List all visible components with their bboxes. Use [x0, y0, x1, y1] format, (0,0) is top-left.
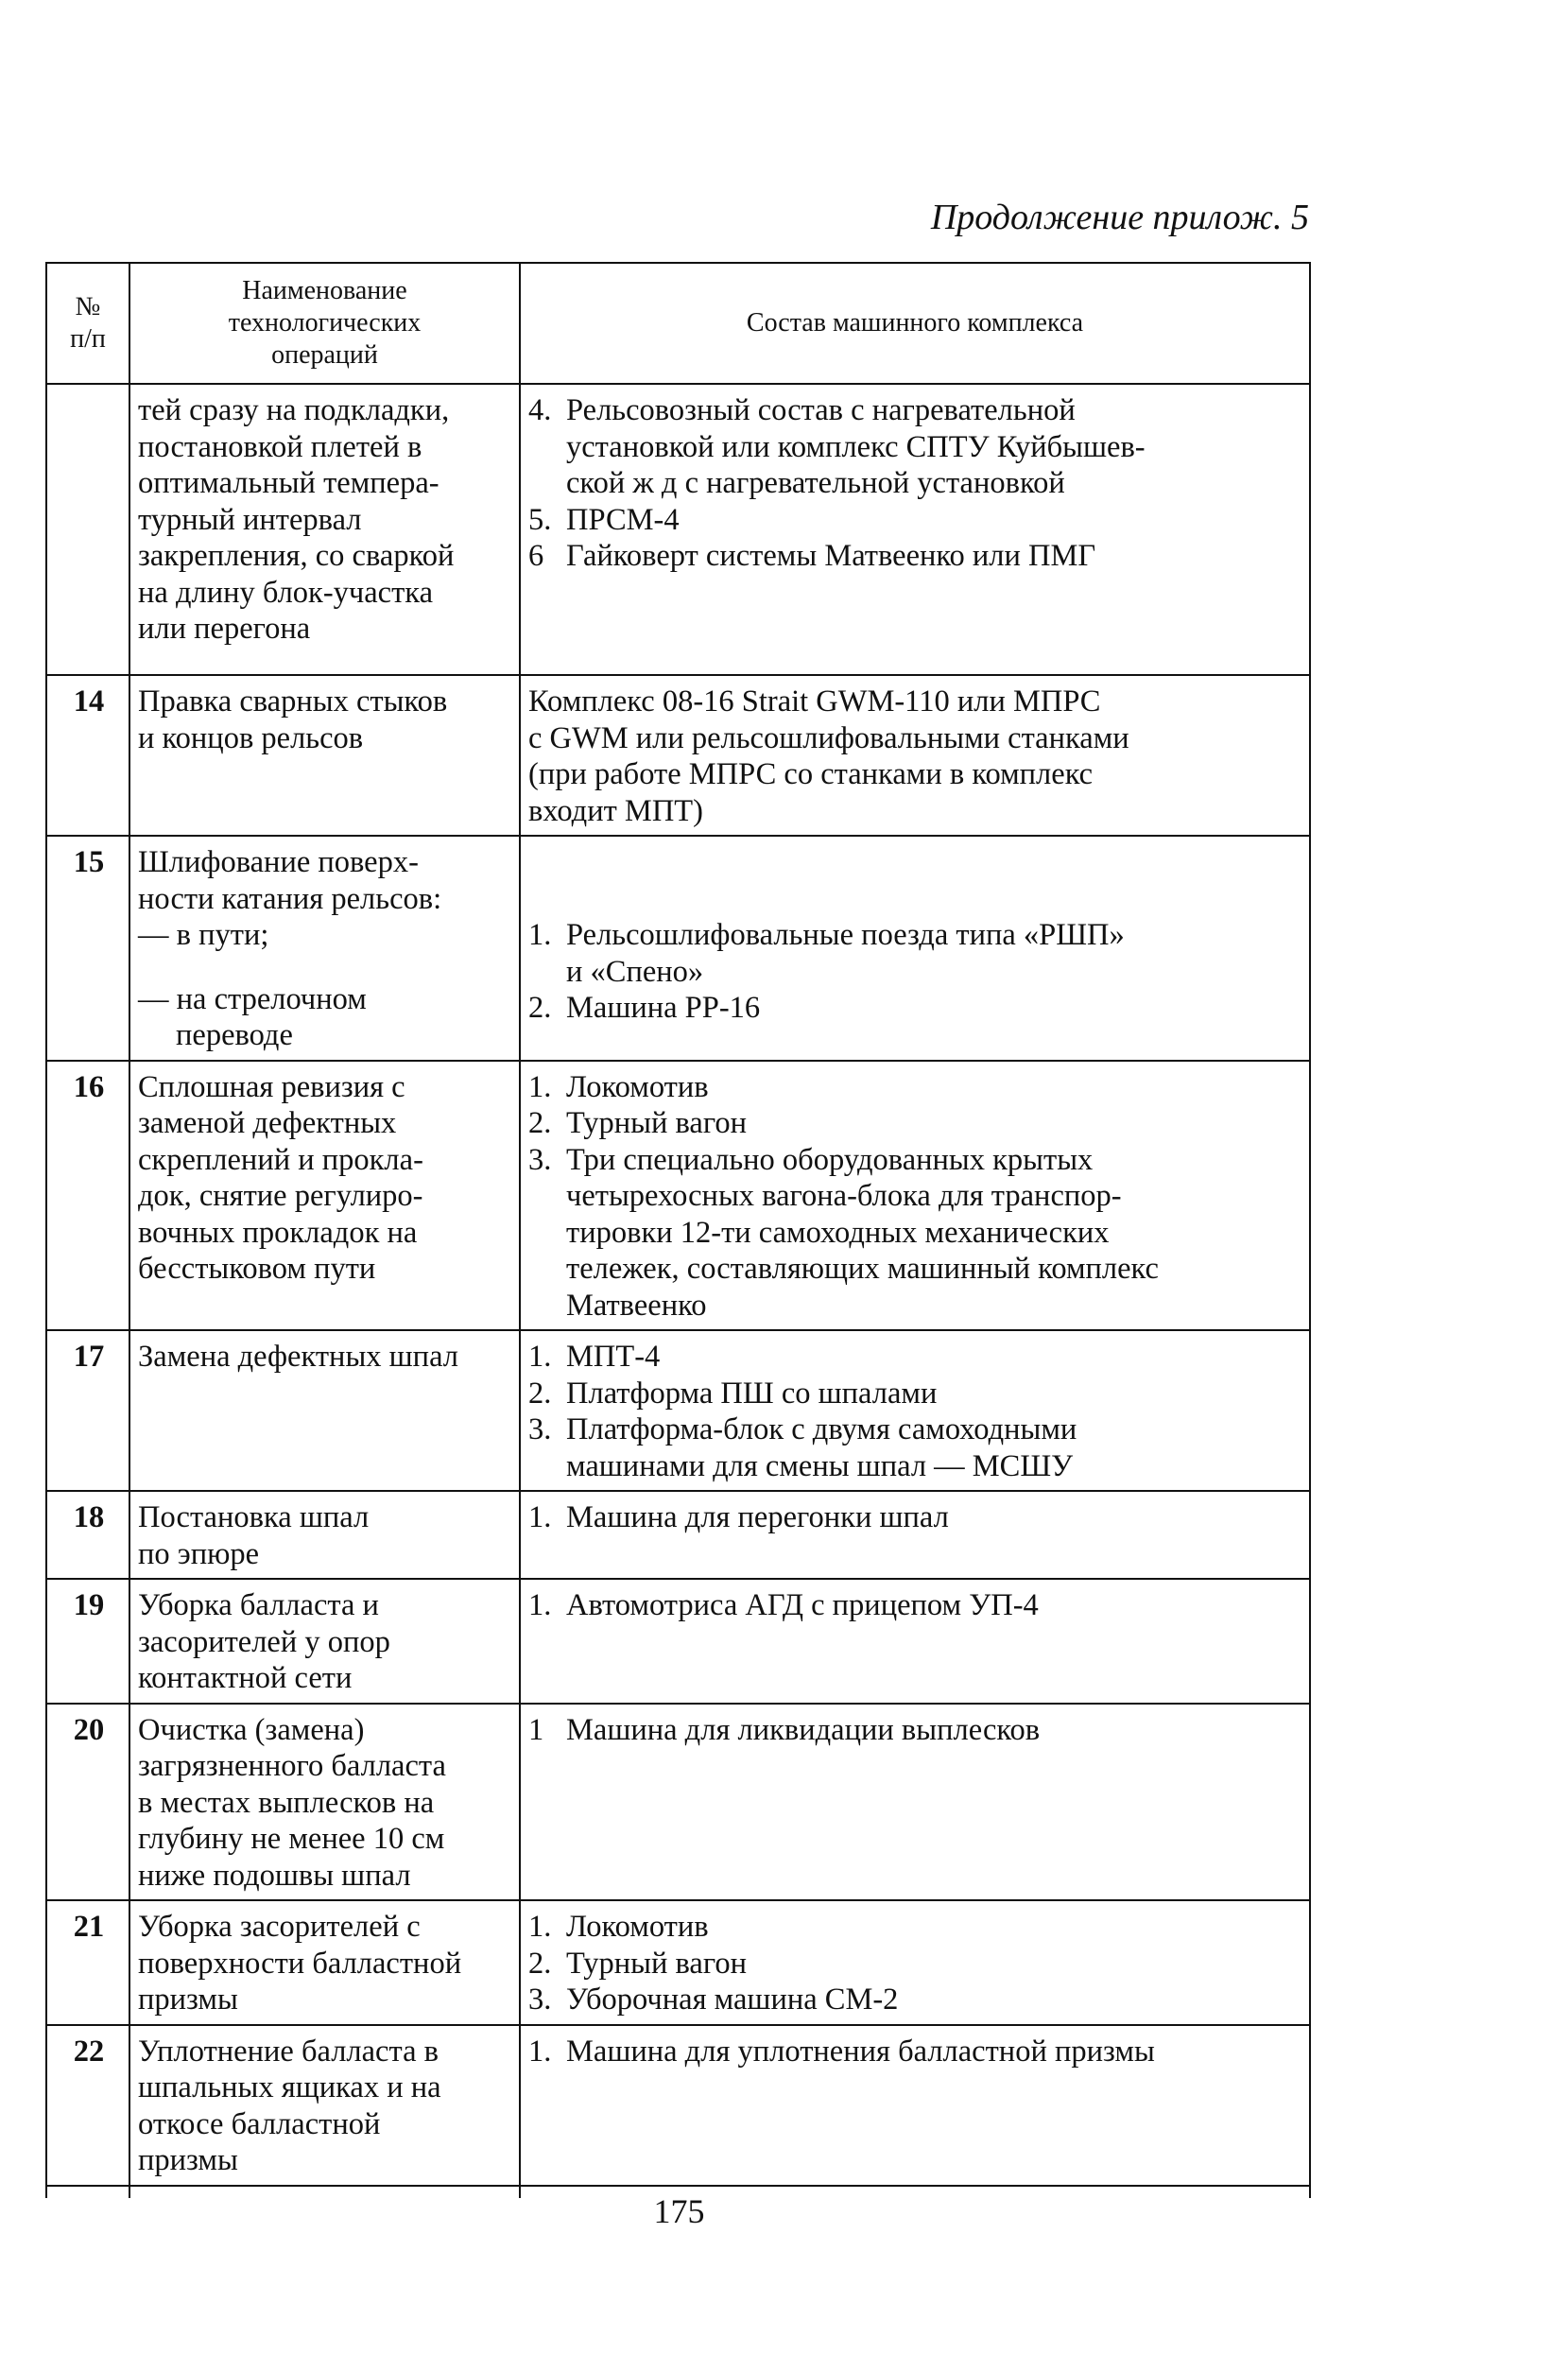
operation-line: загрязненного балласта	[138, 1749, 446, 1783]
complex-line: и «Спено»	[566, 954, 704, 989]
operation-line: бесстыковом пути	[138, 1252, 376, 1286]
complex-line: машинами для смены шпал — МСШУ	[566, 1448, 1074, 1483]
operation-line: Уплотнение балласта в	[138, 2034, 439, 2069]
operation-line: Шлифование поверх-	[138, 845, 419, 879]
row-number-cell: 14	[46, 675, 129, 836]
header-complex	[520, 263, 1310, 384]
row-number-cell: 21	[46, 1900, 129, 2025]
complex-list-item	[528, 1339, 1303, 1376]
table-row	[46, 1061, 1310, 1331]
operation-line: Уборка засорителей с	[138, 1910, 421, 1944]
list-number: 4.	[528, 393, 552, 427]
list-number: 1	[528, 1712, 544, 1747]
table-row	[46, 1900, 1310, 2025]
list-number: 3.	[528, 1982, 552, 2017]
operation-line: или перегона	[138, 612, 311, 646]
complex-line: ской ж д с нагревательной установкой	[566, 466, 1065, 500]
complex-list-item	[528, 1499, 1303, 1536]
operation-line: шпальных ящиках и на	[138, 2070, 441, 2104]
list-number: 2.	[528, 1376, 552, 1411]
operation-line: призмы	[138, 1982, 238, 2017]
operation-cell	[129, 1061, 520, 1331]
operation-line: в местах выплесков на	[138, 1785, 435, 1820]
row-number-cell: 20	[46, 1704, 129, 1901]
complex-list-item	[528, 1069, 1303, 1106]
list-number: 1.	[528, 1340, 552, 1374]
complex-line: МПТ-4	[566, 1340, 661, 1374]
complex-line: (при работе МПРС со станками в комплекс	[528, 757, 1094, 791]
table-header-row	[46, 263, 1310, 384]
table-row	[46, 384, 1310, 675]
row-number-cell: 19	[46, 1579, 129, 1704]
operation-line: Замена дефектных шпал	[138, 1340, 458, 1374]
operation-line: засорителей у опор	[138, 1624, 390, 1659]
complex-line: Машина для уплотнения балластной призмы	[566, 2034, 1155, 2069]
complex-cell	[520, 1900, 1310, 2025]
list-number: 1.	[528, 1500, 552, 1534]
operation-line: заменой дефектных	[138, 1106, 397, 1140]
complex-line: Матвеенко	[566, 1288, 707, 1323]
operation-line: призмы	[138, 2143, 238, 2177]
list-number: 1.	[528, 918, 552, 952]
header-operation-line: технологических	[228, 308, 422, 338]
table-row	[46, 1579, 1310, 1704]
complex-list-item	[528, 1142, 1303, 1325]
row-number-cell	[46, 384, 129, 675]
complex-cell	[520, 1491, 1310, 1579]
operation-cell	[129, 1579, 520, 1704]
complex-cell	[520, 1061, 1310, 1331]
spacer	[528, 881, 1303, 918]
operation-line: — на стрелочном	[138, 981, 367, 1016]
complex-line: Локомотив	[566, 1069, 709, 1104]
complex-line: Машина РР-16	[566, 991, 761, 1025]
table-row	[46, 1491, 1310, 1579]
operation-cell	[129, 1330, 520, 1491]
operation-line: откосе балластной	[138, 2106, 381, 2141]
list-number: 5.	[528, 502, 552, 537]
operation-line: — в пути;	[138, 918, 269, 952]
list-number: 3.	[528, 1142, 552, 1177]
operation-cell	[129, 1491, 520, 1579]
complex-line: Комплекс 08-16 Strait GWM-110 или МПРС	[528, 684, 1101, 719]
complex-list-item	[528, 538, 1303, 575]
operation-line: и концов рельсов	[138, 720, 364, 755]
operation-cell	[129, 1704, 520, 1901]
table-row	[46, 675, 1310, 836]
header-complex-line: Состав машинного комплекса	[746, 308, 1084, 338]
complex-list-item	[528, 2034, 1303, 2070]
complex-list-item	[528, 917, 1303, 990]
list-number: 2.	[528, 1106, 552, 1140]
operation-line: по эпюре	[138, 1536, 260, 1571]
complex-list-item	[528, 1982, 1303, 2018]
complex-line: Турный вагон	[566, 1106, 747, 1140]
complex-cell	[520, 2025, 1310, 2186]
list-number: 1.	[528, 1069, 552, 1104]
complex-line: Три специально оборудованных крытых	[566, 1142, 1094, 1177]
operation-line: глубину не менее 10 см	[138, 1822, 445, 1856]
spacer	[138, 954, 513, 981]
row-number-cell: 22	[46, 2025, 129, 2186]
continuation-caption: Продолжение прилож. 5	[930, 198, 1309, 237]
operation-line: ности катания рельсов:	[138, 881, 442, 916]
complex-line: Уборочная машина СМ-2	[566, 1982, 899, 2017]
complex-line: Машина для ликвидации выплесков	[566, 1712, 1041, 1747]
list-number: 3.	[528, 1412, 552, 1446]
operation-cell	[129, 1900, 520, 2025]
operation-line: Сплошная ревизия с	[138, 1069, 405, 1104]
complex-list-item	[528, 990, 1303, 1027]
list-number: 1.	[528, 1910, 552, 1944]
header-operation-line: операций	[271, 340, 378, 370]
complex-line: Рельсошлифовальные поезда типа «РШП»	[566, 918, 1125, 952]
header-operation	[129, 263, 520, 384]
table-row	[46, 836, 1310, 1061]
header-num	[46, 263, 129, 384]
page-number: 175	[653, 2192, 705, 2230]
complex-list-item	[528, 1376, 1303, 1412]
operation-line: скреплений и прокла-	[138, 1142, 423, 1177]
complex-cell	[520, 1330, 1310, 1491]
row-number-cell: 15	[46, 836, 129, 1061]
complex-line: Автомотриса АГД с прицепом УП-4	[566, 1588, 1039, 1622]
complex-cell	[520, 384, 1310, 675]
complex-cell	[520, 836, 1310, 1061]
spacer	[528, 844, 1303, 881]
list-number: 1.	[528, 1588, 552, 1622]
list-number: 2.	[528, 991, 552, 1025]
complex-line: Машина для перегонки шпал	[566, 1500, 949, 1534]
operation-line: Постановка шпал	[138, 1500, 370, 1534]
operation-line: контактной сети	[138, 1661, 353, 1695]
row-number-cell: 17	[46, 1330, 129, 1491]
operation-cell	[129, 2025, 520, 2186]
operation-cell	[129, 384, 520, 675]
list-number: 6	[528, 539, 544, 573]
row-number-cell: 18	[46, 1491, 129, 1579]
complex-line: Платформа-блок с двумя самоходными	[566, 1412, 1077, 1446]
complex-cell	[520, 1704, 1310, 1901]
complex-line: четырехосных вагона-блока для транспор-	[566, 1179, 1122, 1213]
complex-line: Платформа ПШ со шпалами	[566, 1376, 938, 1411]
header-operation-line: Наименование	[242, 276, 407, 305]
operation-line: Очистка (замена)	[138, 1712, 365, 1747]
operation-line: вочных прокладок на	[138, 1215, 418, 1250]
complex-line: Рельсовозный состав с нагревательной	[566, 393, 1076, 427]
operation-line: ниже подошвы шпал	[138, 1858, 411, 1893]
operation-cell	[129, 836, 520, 1061]
header-num-line: №	[75, 292, 101, 321]
table-row	[46, 1330, 1310, 1491]
complex-line: установкой или комплекс СПТУ Куйбышев-	[566, 429, 1146, 464]
operation-line: турный интервал	[138, 502, 362, 537]
operation-line: тей сразу на подкладки,	[138, 393, 450, 427]
operation-line: на длину блок-участка	[138, 575, 434, 610]
complex-line: Локомотив	[566, 1910, 709, 1944]
operation-line: постановкой плетей в	[138, 429, 422, 464]
row-number-cell: 16	[46, 1061, 129, 1331]
operation-line: Правка сварных стыков	[138, 684, 448, 719]
complex-line: Гайковерт системы Матвеенко или ПМГ	[566, 539, 1096, 573]
table-row	[46, 1704, 1310, 1901]
complex-line: ПРСМ-4	[566, 502, 680, 537]
list-number: 2.	[528, 1946, 552, 1981]
complex-list-item	[528, 1946, 1303, 1982]
complex-cell	[520, 675, 1310, 836]
complex-line: тировки 12-ти самоходных механических	[566, 1215, 1110, 1250]
complex-cell	[520, 1579, 1310, 1704]
operation-line: Уборка балласта и	[138, 1588, 379, 1622]
operation-line: оптимальный темпера-	[138, 466, 439, 500]
list-number: 1.	[528, 2034, 552, 2069]
machine-complex-table	[45, 262, 1311, 2198]
complex-line: входит МПТ)	[528, 793, 703, 828]
complex-list-item	[528, 1411, 1303, 1484]
operation-line: док, снятие регулиро-	[138, 1179, 423, 1213]
table-row	[46, 2025, 1310, 2186]
operation-line: поверхности балластной	[138, 1946, 462, 1981]
complex-list-item	[528, 1712, 1303, 1749]
operation-line: закрепления, со сваркой	[138, 539, 455, 573]
complex-line: с GWM или рельсошлифовальными станками	[528, 720, 1129, 755]
complex-list-item	[528, 1105, 1303, 1142]
complex-line: Турный вагон	[566, 1946, 747, 1981]
complex-list-item	[528, 392, 1303, 502]
complex-list-item	[528, 1909, 1303, 1946]
operation-cell	[129, 675, 520, 836]
operation-line: переводе	[176, 1018, 293, 1052]
header-num-line: п/п	[70, 324, 106, 354]
complex-list-item	[528, 502, 1303, 539]
complex-list-item	[528, 1587, 1303, 1624]
complex-line: тележек, составляющих машинный комплекс	[566, 1252, 1159, 1286]
